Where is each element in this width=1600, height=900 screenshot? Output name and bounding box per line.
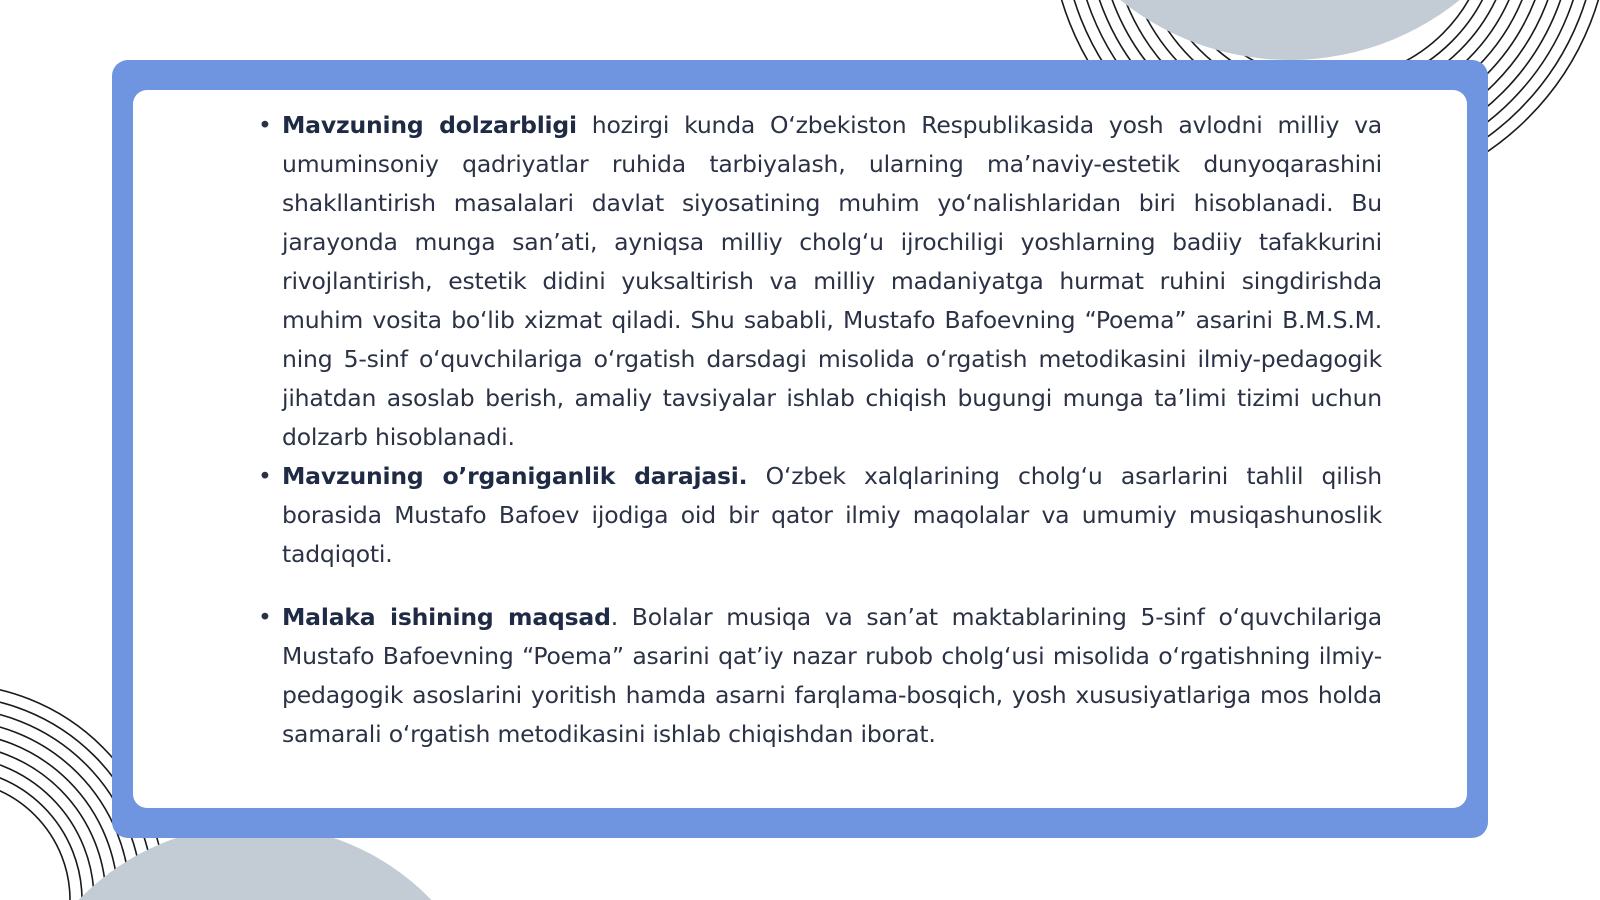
top-right-grey-semicircle: [1020, 0, 1560, 60]
bullet-heading: Mavzuning o’rganiganlik darajasi.: [282, 462, 748, 490]
bullet-item-relevance: [258, 106, 1382, 457]
bullet-text: O‘zbek xalqlarining cholg‘u asarlarini tahlil qilish borasida Mustafo Bafoev ijodiga oid bir qator ilmiy maqolalar va umumiy musiqashunoslik tadqiqoti.: [282, 462, 1383, 568]
bullet-text: . Bolalar musiqa va san’at maktablarining 5-sinf o‘quvchilariga Mustafo Bafoevning “Poema” asarini qat’iy nazar rubob cholg‘usi misolida o‘rgatishning ilmiy-pedagogik asoslarini yoritish hamda asarni farqlama-bosqich, yosh xususiyatlariga mos holda samarali o‘rgatish metodikasini ishlab chiqishdan iborat.: [282, 603, 1382, 748]
bullet-list: [258, 106, 1382, 754]
bullet-heading: Mavzuning dolzarbligi: [282, 111, 577, 139]
bullet-item-goal: [258, 598, 1382, 754]
bullet-text: hozirgi kunda O‘zbekiston Respublikasida yosh avlodni milliy va umuminsoniy qadriyatlar ruhida tarbiyalash, ularning ma’naviy-estetik dunyoqarashini shakllantirish masalalari davlat siyosatining muhim yo‘nalishlaridan biri hisoblanadi. Bu jarayonda munga san’ati, ayniqsa milliy cholg‘u ijrochiligi yoshlarning badiiy tafakkurini rivojlantirish, estetik didini yuksaltirish va milliy madaniyatga hurmat ruhini singdirishda muhim vosita bo‘lib xizmat qiladi. Shu sababli, Mustafo Bafoevning “Poema” asarini B.M.S.M. ning 5-sinf o‘quvchilariga o‘rgatish darsdagi misolida o‘rgatish metodikasini ilmiy-pedagogik jihatdan asoslab berish, amaliy tavsiyalar ishlab chiqish bugungi munga ta’limi tizimi uchun dolzarb hisoblanadi.: [282, 111, 1382, 451]
bullet-heading: Malaka ishining maqsad: [282, 603, 611, 631]
bullet-item-study-level: [258, 457, 1382, 574]
